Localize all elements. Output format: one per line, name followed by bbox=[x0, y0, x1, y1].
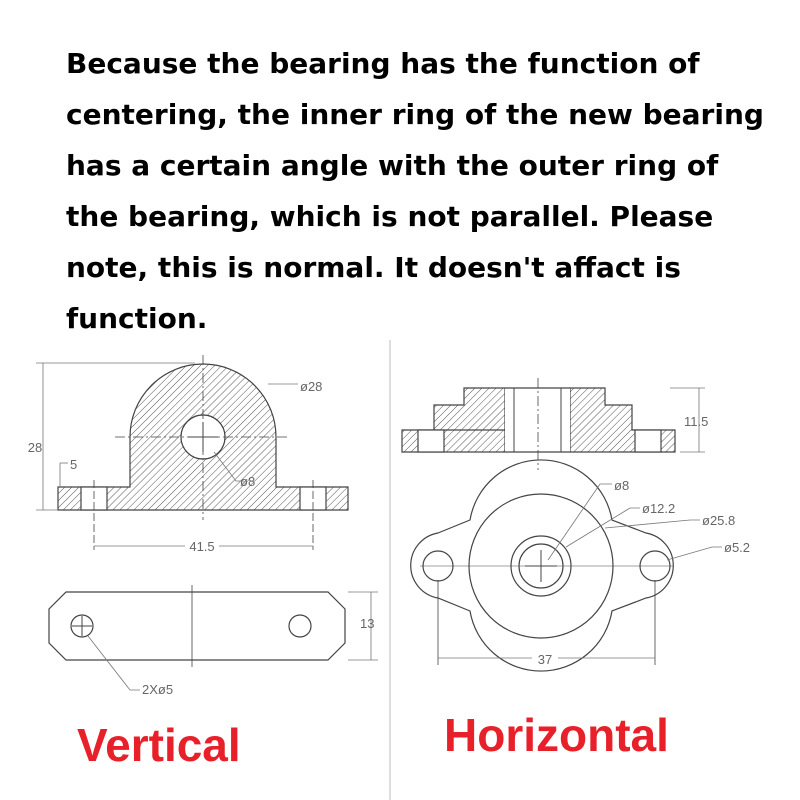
mounting-holes-label: 2Xø5 bbox=[142, 682, 174, 697]
hole-spacing-label: 41.5 bbox=[189, 539, 215, 554]
hole-spacing-label: 37 bbox=[537, 652, 553, 667]
outer-diameter-label: ø25.8 bbox=[702, 513, 736, 528]
horizontal-caption: Horizontal bbox=[444, 709, 669, 761]
vertical-top-view bbox=[49, 585, 345, 667]
width-dimension-label: 13 bbox=[360, 616, 375, 631]
inner-diameter-label: ø12.2 bbox=[642, 501, 676, 516]
height-dimension-label: 28 bbox=[27, 440, 43, 455]
base-thickness-label: 5 bbox=[70, 457, 78, 472]
hole-diameter-label: ø5.2 bbox=[724, 540, 751, 555]
vertical-top-dimensions bbox=[88, 592, 378, 690]
bore-diameter-label: ø8 bbox=[240, 474, 256, 489]
note-line: the bearing, which is not parallel. Please bbox=[66, 200, 714, 233]
note-line: has a certain angle with the outer ring of bbox=[66, 149, 719, 182]
note-line: function. bbox=[66, 302, 208, 335]
outer-diameter-label: ø28 bbox=[300, 379, 323, 394]
horizontal-section-view bbox=[402, 378, 675, 470]
vertical-caption: Vertical bbox=[77, 719, 241, 771]
height-dimension-label: 11.5 bbox=[684, 414, 709, 429]
horizontal-top-view bbox=[411, 460, 674, 671]
bore-diameter-label: ø8 bbox=[614, 478, 630, 493]
note-line: centering, the inner ring of the new bearing bbox=[66, 98, 764, 131]
note-line: note, this is normal. It doesn't affact is bbox=[66, 251, 681, 284]
note-line: Because the bearing has the function of bbox=[66, 47, 700, 80]
horizontal-top-dimensions bbox=[438, 484, 722, 658]
